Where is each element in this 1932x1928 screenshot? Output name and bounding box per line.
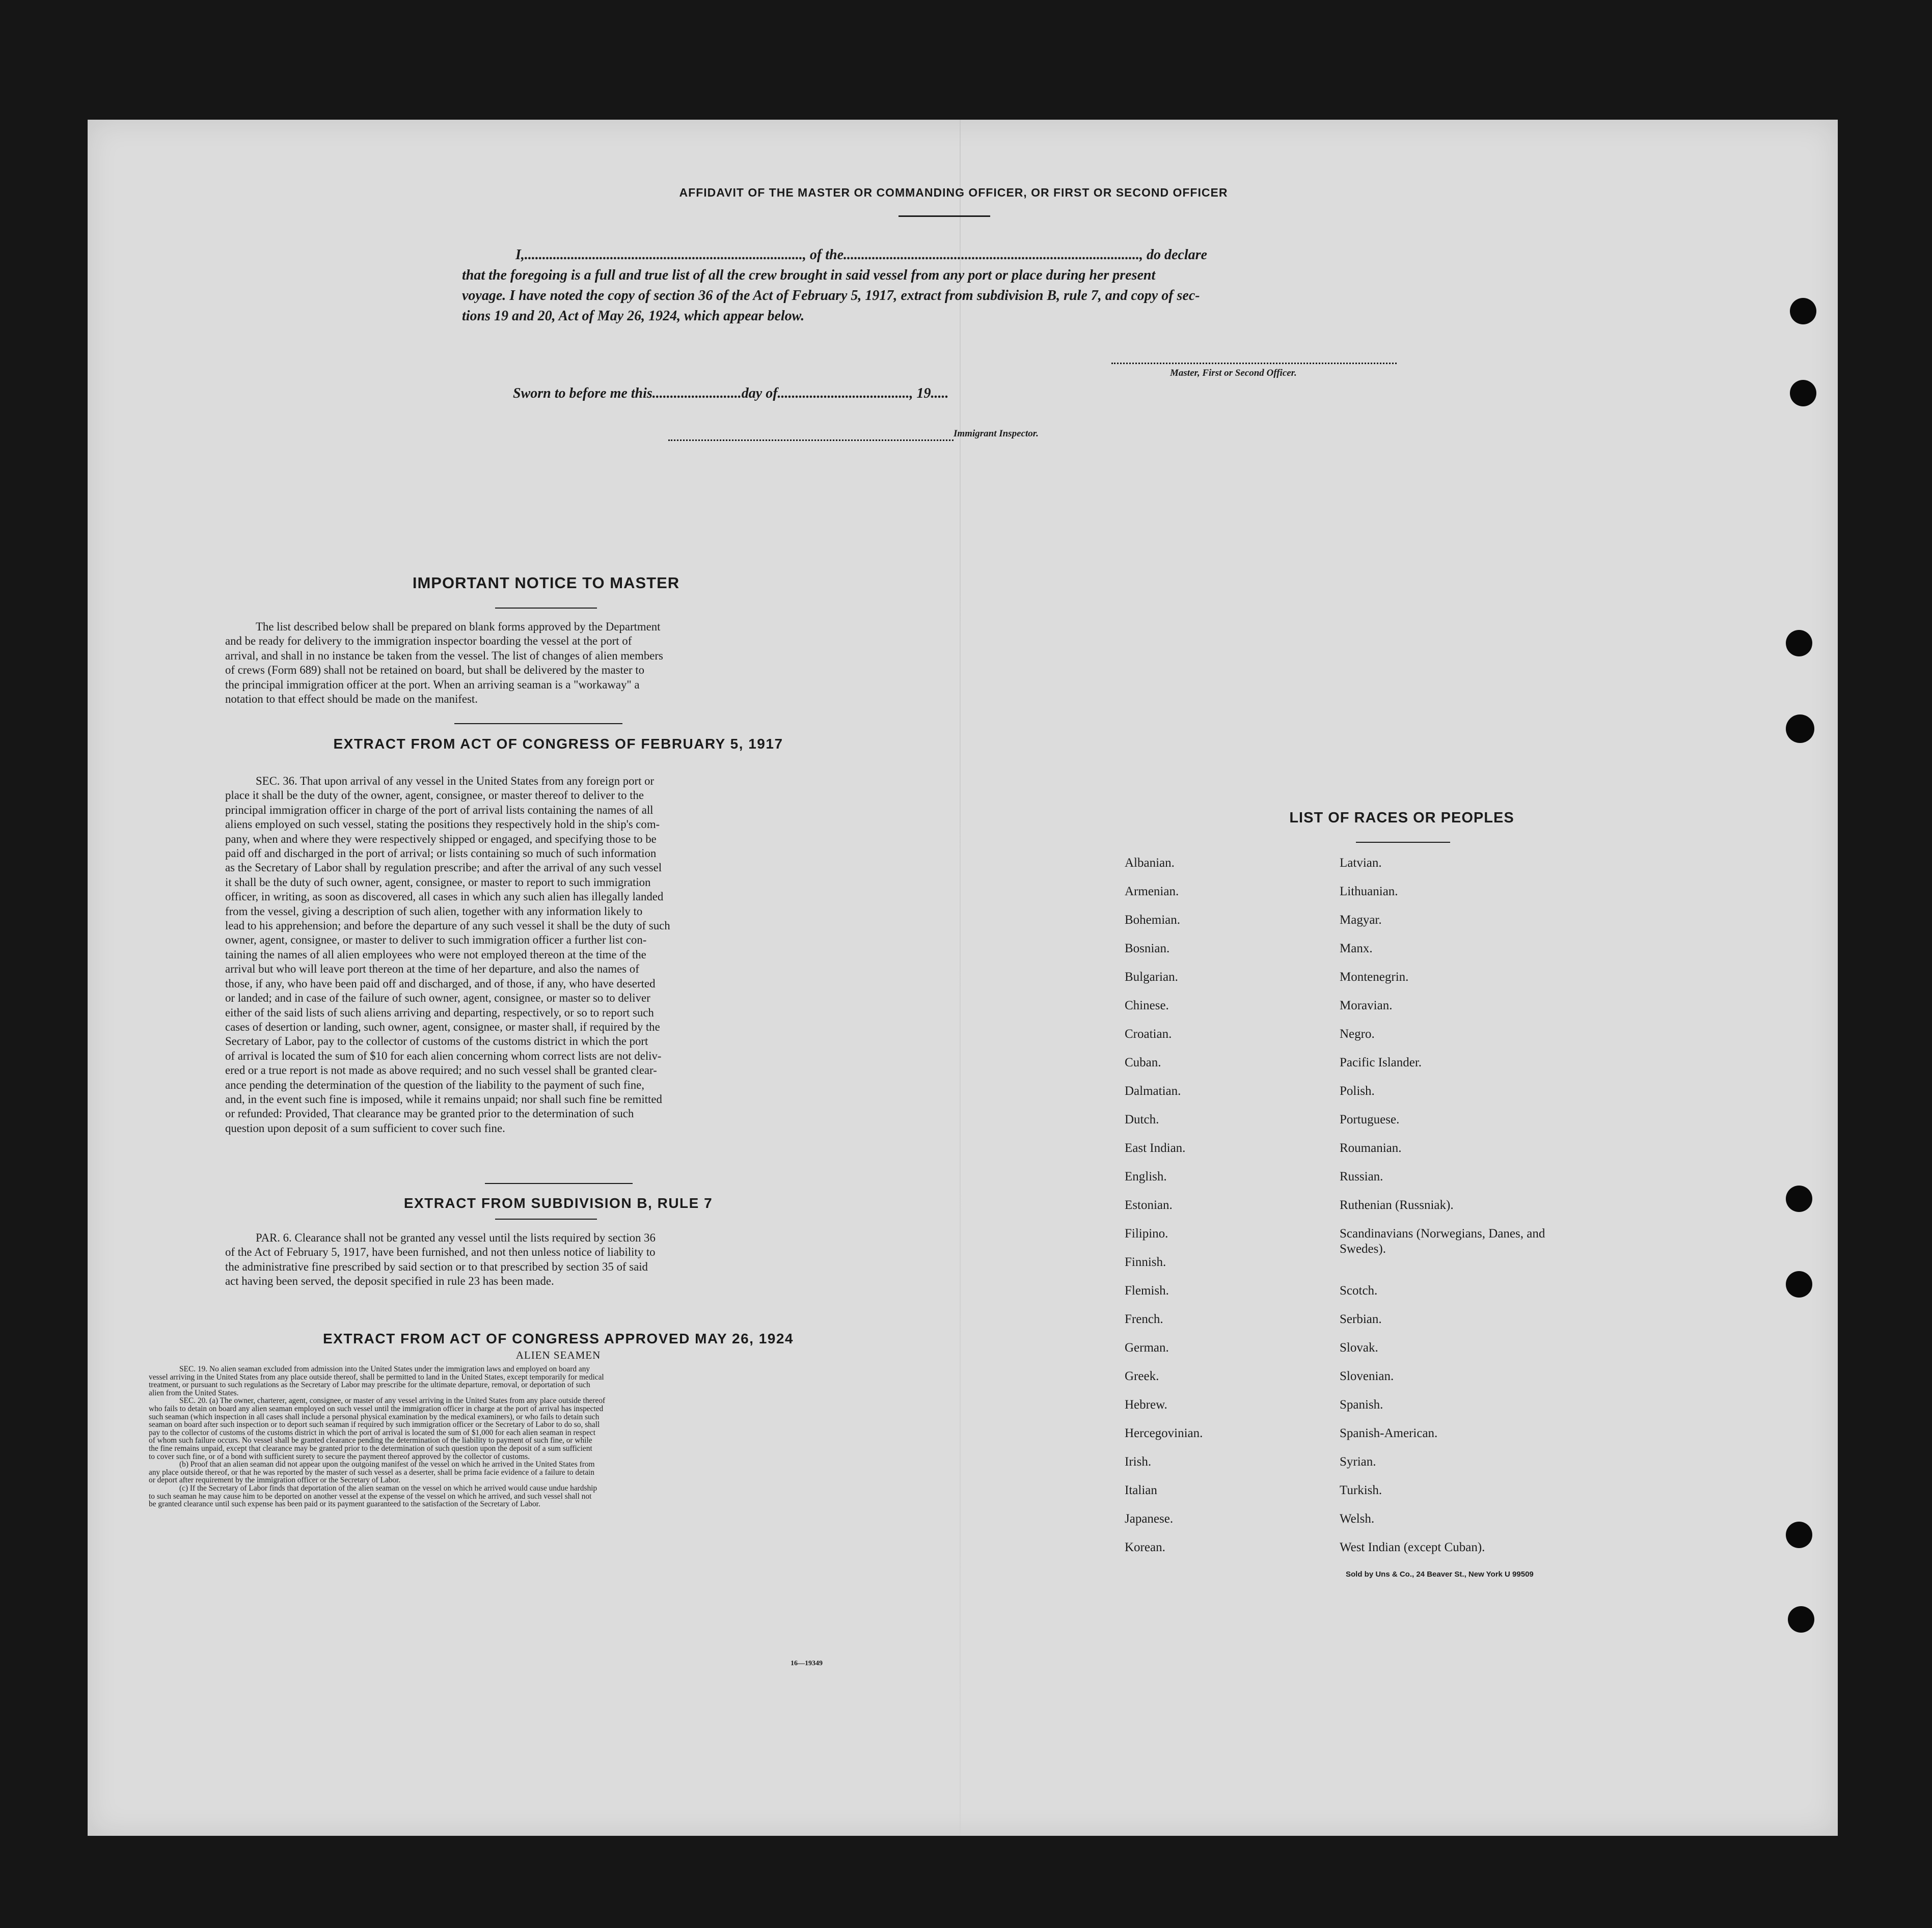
race-item: Spanish-American.: [1340, 1426, 1438, 1440]
text-line: cases of desertion or landing, such owner, agent, consignee, or master shall, if required by the: [225, 1020, 660, 1033]
race-item: Filipino.: [1125, 1227, 1168, 1241]
text-line: arrival but who will leave port thereon at the time of her departure, and also the names of: [225, 962, 639, 976]
text-line: from the vessel, giving a description of such alien, together with any information likely to: [225, 904, 643, 918]
race-item: Moravian.: [1340, 999, 1393, 1012]
text-line: those, if any, who have been paid off and discharged, and of those, if any, who have deserted: [225, 977, 656, 990]
rule-7-title: EXTRACT FROM SUBDIVISION B, RULE 7: [403, 1195, 713, 1211]
text-line: owner, agent, consignee, or master to deliver to such immigration officer a further list con-: [225, 933, 647, 947]
race-item: Turkish.: [1340, 1483, 1382, 1497]
text-line: Secretary of Labor, pay to the collector of customs of the customs district in which the port: [225, 1035, 648, 1048]
text-line: place it shall be the duty of the owner, agent, consignee, or master thereof to deliver to the: [225, 789, 644, 802]
text-line: treatment, or pursuant to such regulations as the Secretary of Labor may prescribe for the ultimate departure, removal, or deportation of such: [149, 1381, 590, 1390]
text-line: arrival, and shall in no instance be taken from the vessel. The list of changes of alien members: [225, 649, 663, 662]
text-line: act having been served, the deposit specified in rule 23 has been made.: [225, 1275, 554, 1288]
text-line: ance pending the determination of the question of the liability to the payment of such fine,: [225, 1078, 644, 1091]
master-label: Master, First or Second Officer.: [1170, 368, 1297, 378]
race-item: Cuban.: [1125, 1056, 1161, 1069]
race-item: Greek.: [1125, 1369, 1159, 1383]
binder-hole: [1790, 380, 1816, 406]
notice-title: IMPORTANT NOTICE TO MASTER: [412, 574, 680, 592]
text-line: it shall be the duty of such owner, agent, consignee, or master to report to such immigration: [225, 875, 651, 889]
race-item: Bulgarian.: [1125, 970, 1178, 984]
text-line: SEC. 20. (a) The owner, charterer, agent, consignee, or master of any vessel arriving in the United States from any place outside thereof: [179, 1396, 606, 1406]
act-1924-title: EXTRACT FROM ACT OF CONGRESS APPROVED MAY 26, 1924: [323, 1331, 794, 1346]
race-item: Albanian.: [1125, 856, 1175, 870]
race-item: Armenian.: [1125, 885, 1179, 898]
text-line: who fails to detain on board any alien seaman employed on such vessel until the immigration officer in charge at the port of arrival has inspected: [149, 1404, 604, 1413]
text-line: vessel arriving in the United States from any place outside thereof, shall be permitted to land in the United States, except temporarily for medical: [149, 1372, 604, 1382]
text-line: The list described below shall be prepared on blank forms approved by the Department: [256, 620, 661, 633]
rule-7-body: [225, 1231, 891, 1289]
divider: [899, 215, 990, 217]
race-item: Chinese.: [1125, 999, 1169, 1012]
text-line: or deport after requirement by the immigration officer or the Secretary of Labor.: [149, 1476, 401, 1485]
text-line: of whom such failure occurs. No vessel shall be granted clearance pending the determination of the liability to payment of such fine, or while: [149, 1436, 592, 1445]
text-line: (b) Proof that an alien seaman did not appear upon the outgoing manifest of the vessel on which he arrived in the United States from: [179, 1460, 595, 1469]
text-line: aliens employed on such vessel, stating the positions they respectively hold in the ship's com-: [225, 818, 660, 831]
text-line: and, in the event such fine is imposed, while it remains unpaid; nor shall such fine be remitted: [225, 1092, 662, 1106]
binder-hole: [1786, 1522, 1812, 1548]
race-item: Manx.: [1340, 942, 1373, 955]
text-line: question upon deposit of a sum sufficient to cover such fine.: [225, 1121, 505, 1135]
center-fold: [960, 120, 961, 1836]
race-item: Spanish.: [1340, 1398, 1383, 1412]
form-number: 16—19349: [791, 1660, 823, 1667]
master-signature-line: [1111, 363, 1397, 364]
text-line: ered or a true report is not made as above required; and no such vessel shall be granted clear-: [225, 1064, 657, 1077]
text-line: seaman on board after such inspection or to deport such seaman if required by such immigration officer or the Secretary of Labor to do so, shall: [149, 1420, 600, 1429]
text-line: the administrative fine prescribed by said section or to that prescribed by section 35 of said: [225, 1260, 648, 1273]
race-item: Pacific Islander.: [1340, 1056, 1422, 1069]
inspector-signature-line: [668, 439, 954, 441]
text-line: taining the names of all alien employees who were not employed thereon at the time of the: [225, 948, 646, 961]
race-item: Flemish.: [1125, 1284, 1169, 1298]
race-item: Portuguese.: [1340, 1113, 1400, 1126]
race-item: Latvian.: [1340, 856, 1382, 870]
race-item: Ruthenian (Russniak).: [1340, 1198, 1454, 1212]
binder-hole: [1788, 1606, 1814, 1633]
text-line: the fine remains unpaid, except that clearance may be granted prior to the determination of such question upon the deposit of a sum sufficient: [149, 1444, 592, 1453]
text-line: as the Secretary of Labor shall by regulation prescribe; and after the arrival of any such vessel: [225, 861, 662, 874]
race-item: West Indian (except Cuban).: [1340, 1540, 1485, 1554]
text-line: such seaman (which inspection in all cases shall include a personal physical examination by the medical examiners), or who fails to detain such: [149, 1412, 600, 1421]
binder-hole: [1786, 714, 1814, 743]
race-item: Scotch.: [1340, 1284, 1378, 1298]
binder-hole: [1786, 1271, 1812, 1298]
race-item: Roumanian.: [1340, 1141, 1402, 1155]
act-1917-title: EXTRACT FROM ACT OF CONGRESS OF FEBRUARY 5, 1917: [333, 736, 783, 752]
races-title: LIST OF RACES OR PEOPLES: [1289, 810, 1514, 826]
race-item: Finnish.: [1125, 1255, 1166, 1269]
text-line: of arrival is located the sum of $10 for each alien concerning whom correct lists are not deliv-: [225, 1049, 662, 1062]
race-item: Estonian.: [1125, 1198, 1173, 1212]
divider: [454, 723, 622, 724]
text-line: the principal immigration officer at the port. When an arriving seaman is a "workaway" a: [225, 678, 640, 691]
text-line: notation to that effect should be made on the manifest.: [225, 693, 478, 706]
inspector-label: Immigrant Inspector.: [954, 428, 1039, 439]
act-1924-body: [149, 1365, 974, 1508]
divider: [495, 608, 597, 609]
text-line: be granted clearance until such expense has been paid or its payment guaranteed to the satisfaction of the Secretary of Labor.: [149, 1500, 540, 1509]
race-item: English.: [1125, 1170, 1167, 1183]
race-item: Japanese.: [1125, 1512, 1174, 1526]
binder-hole: [1790, 298, 1816, 324]
text-line: SEC. 36. That upon arrival of any vessel in the United States from any foreign port or: [256, 775, 655, 787]
race-item: Dalmatian.: [1125, 1084, 1181, 1098]
sworn-line: Sworn to before me this.........................day of....................................., 19.....: [513, 385, 949, 401]
race-item: Polish.: [1340, 1084, 1375, 1098]
affidavit-line-1: I,.............................................................................., of the..................................................................................., do declare: [515, 247, 1207, 263]
text-line: pany, when and where they were respectively shipped or engaged, and specifying those to be: [225, 832, 657, 845]
race-item: Slovak.: [1340, 1341, 1378, 1355]
affidavit-line-3: voyage. I have noted the copy of section 36 of the Act of February 5, 1917, extract from subdivision B, rule 7, and copy of sec-: [462, 288, 1200, 304]
race-item: Hebrew.: [1125, 1398, 1167, 1412]
race-item: Korean.: [1125, 1540, 1165, 1554]
race-item: Italian: [1125, 1483, 1157, 1497]
text-line: any place outside thereof, or that he was reported by the master of such vessel as a deserter, shall be prima facie evidence of a failure to detain: [149, 1468, 595, 1477]
act-1924-subtitle: ALIEN SEAMEN: [515, 1349, 601, 1361]
race-item: Lithuanian.: [1340, 885, 1398, 898]
race-item: Dutch.: [1125, 1113, 1159, 1126]
text-line: pay to the collector of customs of the customs district in which the port of arrival is located the sum of $1,000 for each alien seaman in respect: [149, 1428, 596, 1437]
divider: [495, 1219, 597, 1220]
act-1917-body: [225, 774, 891, 1136]
notice-body: [225, 620, 891, 706]
race-item: Bohemian.: [1125, 913, 1181, 927]
race-item: Croatian.: [1125, 1027, 1172, 1041]
race-item: Bosnian.: [1125, 942, 1170, 955]
race-item: German.: [1125, 1341, 1169, 1355]
affidavit-title: AFFIDAVIT OF THE MASTER OR COMMANDING OFFICER, OR FIRST OR SECOND OFFICER: [679, 186, 1228, 199]
affidavit-line-2: that the foregoing is a full and true list of all the crew brought in said vessel from any port or place during her present: [462, 267, 1156, 283]
text-line: (c) If the Secretary of Labor finds that deportation of the alien seaman on the vessel on which he arrived would cause undue hardship: [179, 1483, 597, 1493]
text-line: of crews (Form 689) shall not be retained on board, but shall be delivered by the master to: [225, 664, 644, 677]
race-item: Slovenian.: [1340, 1369, 1394, 1383]
binder-hole: [1786, 630, 1812, 656]
binder-hole: [1786, 1186, 1812, 1212]
text-line: to cover such fine, or of a bond with sufficient surety to secure the payment thereof approved by the collector of customs.: [149, 1452, 530, 1461]
text-line: to such seaman he may cause him to be deported on another vessel at the expense of the vessel on which he arrived, and such vessel shall not: [149, 1492, 592, 1501]
race-item: Syrian.: [1340, 1455, 1376, 1469]
race-item: Irish.: [1125, 1455, 1152, 1469]
text-line: paid off and discharged in the port of arrival; or lists containing so much of such information: [225, 847, 657, 860]
race-item: Scandinavians (Norwegians, Danes, and Swedes).: [1340, 1227, 1545, 1256]
race-item: French.: [1125, 1312, 1163, 1326]
race-item: Serbian.: [1340, 1312, 1382, 1326]
text-line: principal immigration officer in charge of the port of arrival lists containing the names of all: [225, 803, 654, 816]
race-item: Magyar.: [1340, 913, 1382, 927]
affidavit-line-4: tions 19 and 20, Act of May 26, 1924, which appear below.: [462, 308, 805, 324]
sold-by-imprint: Sold by Uns & Co., 24 Beaver St., New York U 99509: [1346, 1570, 1534, 1579]
race-item: Montenegrin.: [1340, 970, 1409, 984]
text-line: lead to his apprehension; and before the departure of any such vessel it shall be the duty of such: [225, 919, 670, 932]
race-item: Hercegovinian.: [1125, 1426, 1203, 1440]
text-line: SEC. 19. No alien seaman excluded from admission into the United States under the immigration laws and employed on board any: [179, 1365, 590, 1373]
manifest-page: [88, 120, 1838, 1836]
text-line: alien from the United States.: [149, 1388, 239, 1397]
text-line: or refunded: Provided, That clearance may be granted prior to the determination of such: [225, 1107, 634, 1120]
race-item: East Indian.: [1125, 1141, 1186, 1155]
race-item: Welsh.: [1340, 1512, 1375, 1526]
text-line: or landed; and in case of the failure of such owner, agent, consignee, or master so to deliver: [225, 991, 650, 1005]
text-line: PAR. 6. Clearance shall not be granted any vessel until the lists required by section 36: [256, 1231, 656, 1244]
text-line: of the Act of February 5, 1917, have been furnished, and not then unless notice of liability to: [225, 1246, 656, 1259]
race-item: Negro.: [1340, 1027, 1375, 1041]
divider: [1356, 842, 1450, 843]
text-line: officer, in writing, as soon as discovered, all cases in which any such alien has illegally landed: [225, 890, 664, 903]
race-item: Russian.: [1340, 1170, 1383, 1183]
text-line: and be ready for delivery to the immigration inspector boarding the vessel at the port of: [225, 635, 632, 648]
divider: [485, 1183, 633, 1184]
text-line: either of the said lists of such aliens arriving and departing, respectively, or so to report such: [225, 1006, 654, 1019]
